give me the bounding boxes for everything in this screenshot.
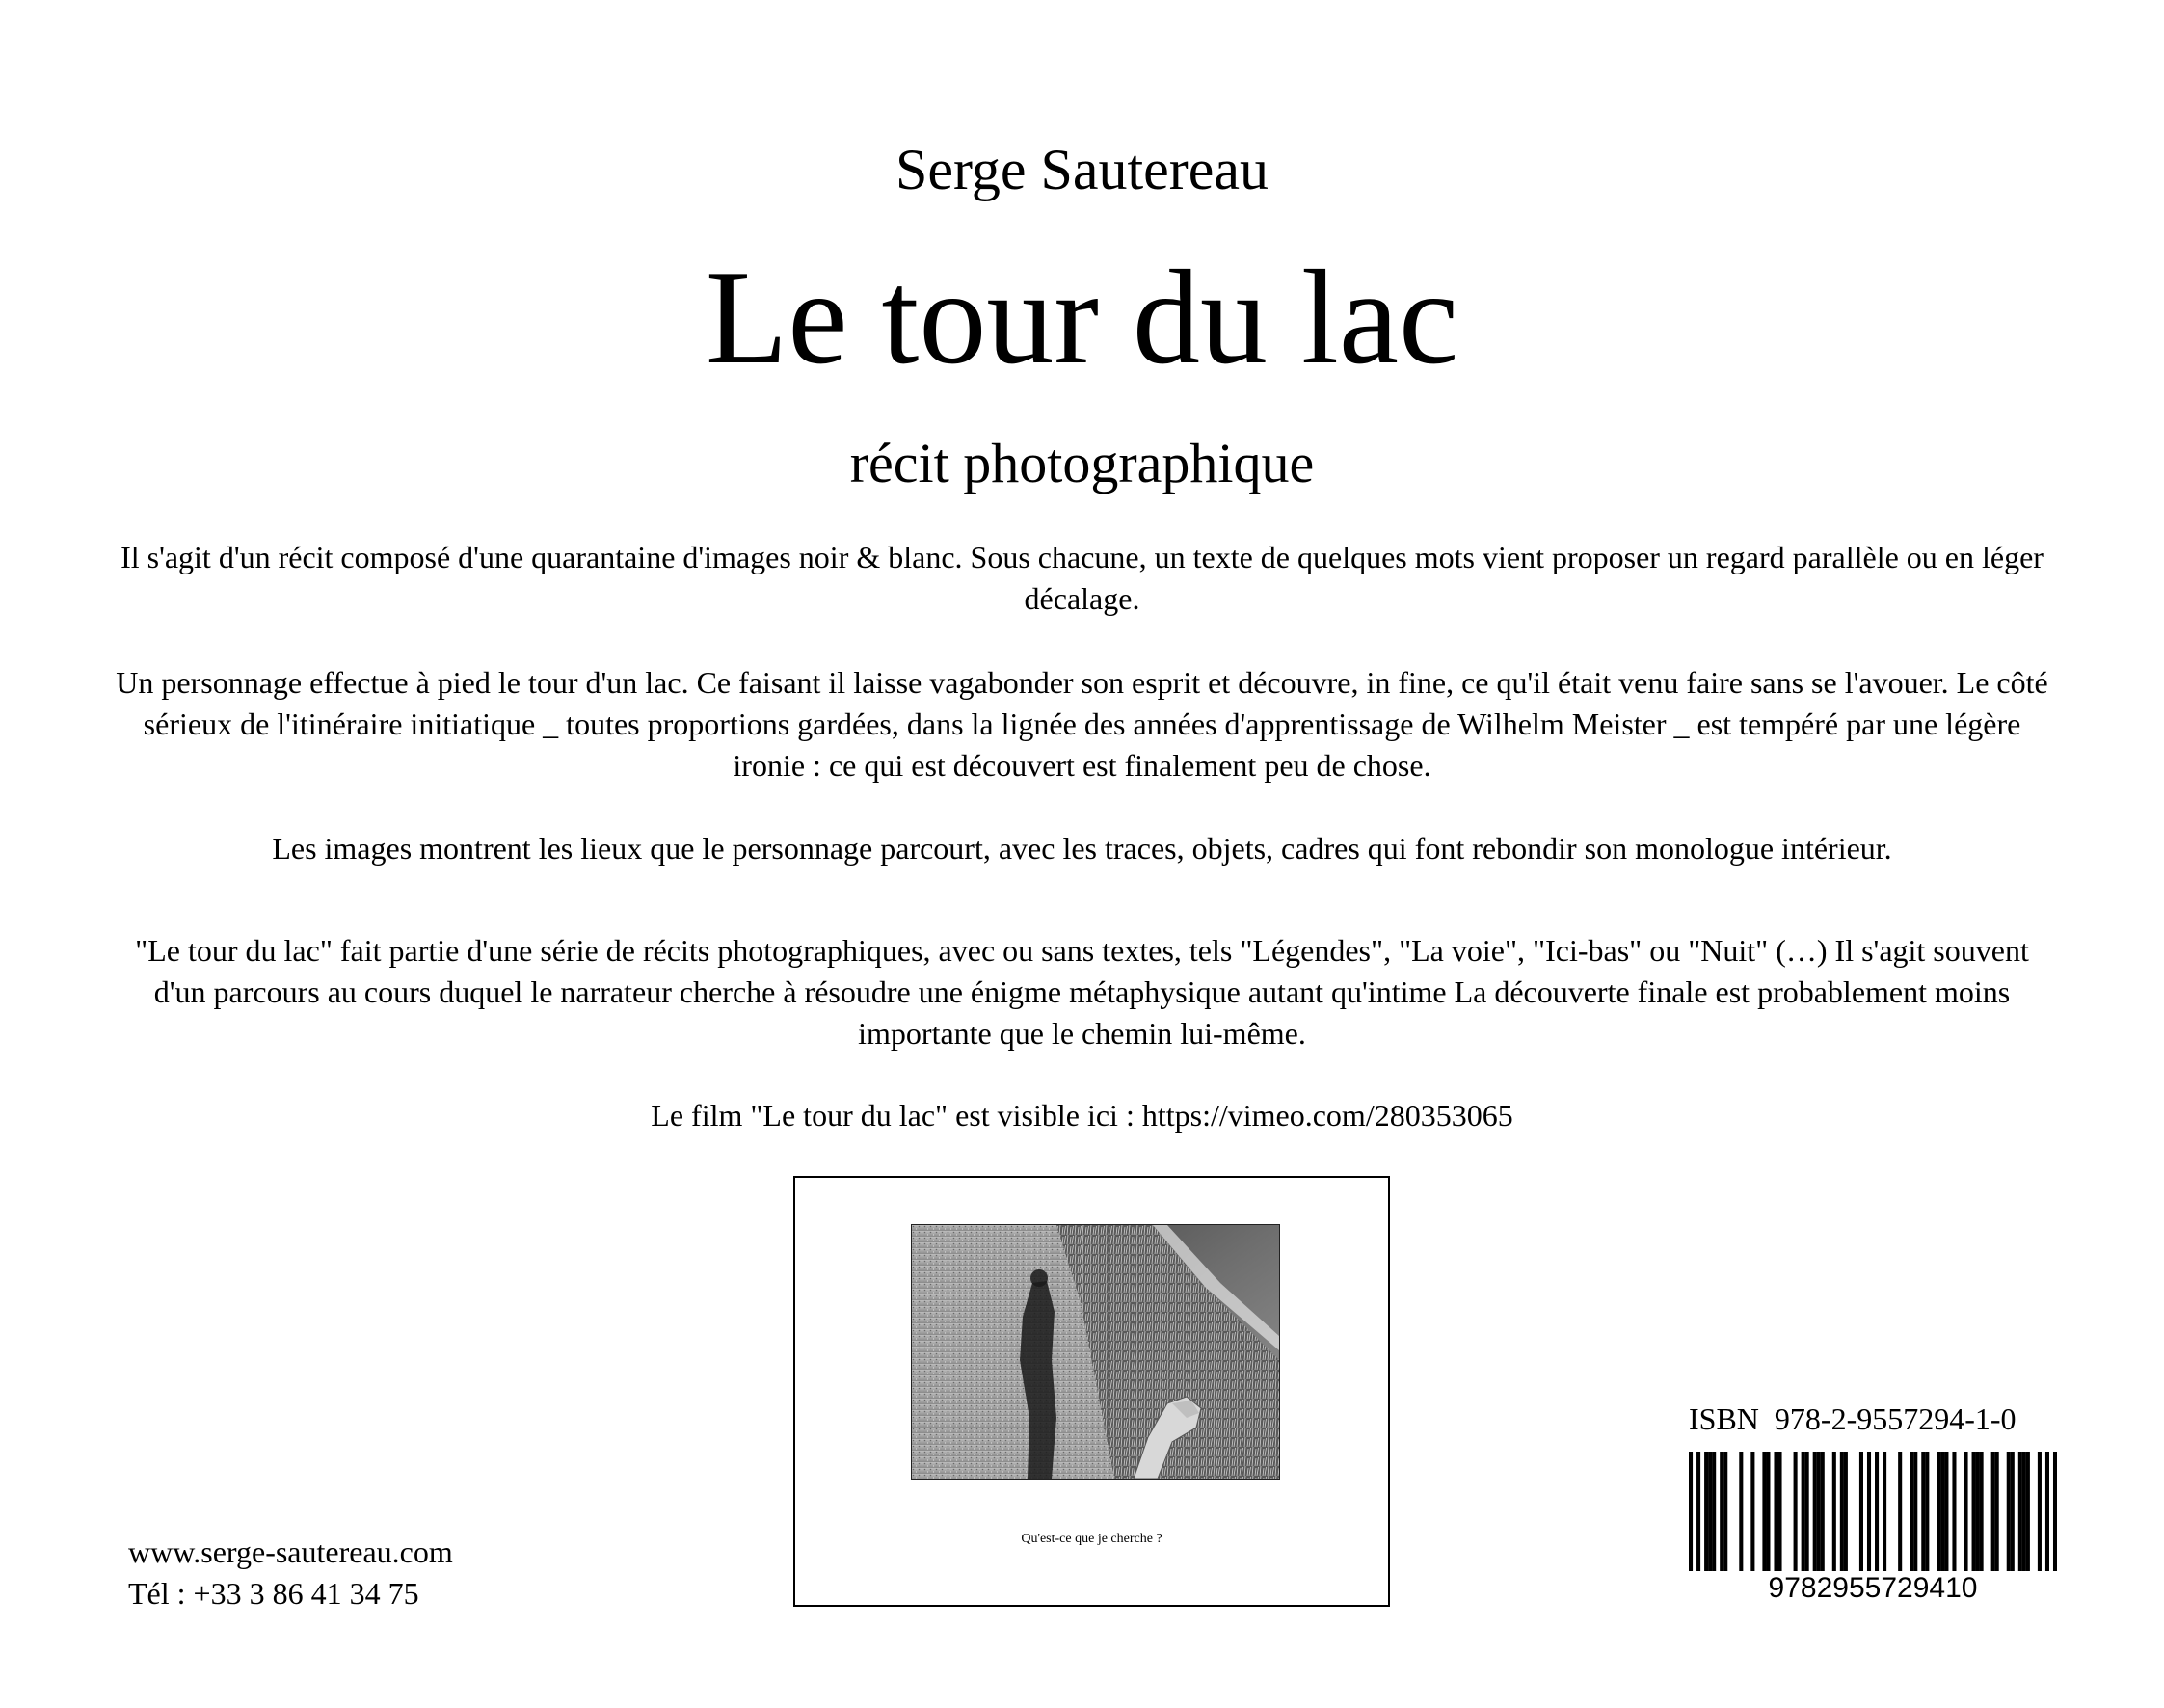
- description-paragraph-3: Les images montrent les lieux que le personnage parcourt, avec les traces, objets, cadres qui font rebondir son monologue intérieur.: [272, 831, 1892, 866]
- barcode-digits: 9782955729410: [1768, 1572, 1978, 1604]
- barcode-bar: [1821, 1452, 1825, 1571]
- barcode-image: [1689, 1452, 2057, 1571]
- book-title: Le tour du lac: [705, 243, 1459, 392]
- barcode-bar: [1867, 1452, 1871, 1571]
- barcode-bar: [1813, 1452, 1817, 1571]
- description-paragraph-4: "Le tour du lac" fait partie d'une série de récits photographiques, avec ou sans textes, tels "Légendes", "La voie", "Ici-bas" ou "Nuit" (…) Il s'agit souvent d'un parcours au cours duquel le narrateur cherche à résoudre une énigme métaphysique autant qu'intime La découverte finale est probablement moins importante que le chemin lui-même.: [135, 933, 2029, 1051]
- barcode-bar: [1925, 1452, 1929, 1571]
- barcode-bar: [1964, 1452, 1967, 1571]
- barcode-bar: [1910, 1452, 1913, 1571]
- barcode-bar: [1944, 1452, 1948, 1571]
- description-paragraph-1: Il s'agit d'un récit composé d'une quarantaine d'images noir & blanc. Sous chacune, un texte de quelques mots vient proposer un regard parallèle ou en léger décalage.: [120, 540, 2044, 616]
- barcode-bar: [1762, 1452, 1766, 1571]
- barcode-bar: [1712, 1452, 1716, 1571]
- contact-block: [128, 1532, 453, 1615]
- barcode-bar: [1883, 1452, 1886, 1571]
- barcode-bar: [2026, 1452, 2030, 1571]
- barcode-bar: [1844, 1452, 1848, 1571]
- barcode-bar: [1913, 1452, 1917, 1571]
- description-paragraph-2: Un personnage effectue à pied le tour d'un lac. Ce faisant il laisse vagabonder son esprit et découvre, in fine, ce qu'il était venu faire sans se l'avouer. Le côté sérieux de l'itinéraire initiatique _ toutes proportions gardées, dans la lignée des années d'apprentissage de Wilhelm Meister _ est tempéré par une légère ironie : ce qui est découvert est finalement peu de chose.: [116, 665, 2048, 783]
- barcode-bar: [1723, 1452, 1727, 1571]
- barcode-bar: [1794, 1452, 1798, 1571]
- barcode-bar: [1689, 1452, 1693, 1571]
- barcode-bar: [1832, 1452, 1836, 1571]
- sample-page-frame: [793, 1176, 1390, 1607]
- author-name: Serge Sautereau: [895, 138, 1269, 201]
- barcode-bar: [1898, 1452, 1902, 1571]
- barcode-bar: [1940, 1452, 1944, 1571]
- barcode-bar: [2045, 1452, 2049, 1571]
- barcode-bar: [2007, 1452, 2011, 1571]
- barcode-bar: [2011, 1452, 2015, 1571]
- barcode-bar: [1995, 1452, 1999, 1571]
- barcode-bar: [1952, 1452, 1956, 1571]
- barcode-bar: [2018, 1452, 2022, 1571]
- barcode-bar: [1980, 1452, 1984, 1571]
- barcode-bar: [1777, 1452, 1781, 1571]
- book-subtitle: récit photographique: [849, 432, 1315, 494]
- website-text: www.serge-sautereau.com: [128, 1535, 453, 1569]
- lake-shore-photo: [911, 1224, 1280, 1480]
- barcode-bar: [1739, 1452, 1743, 1571]
- photo-caption: Qu'est-ce que je cherche ?: [1021, 1532, 1162, 1546]
- barcode-bar: [1805, 1452, 1809, 1571]
- barcode-bar: [1859, 1452, 1863, 1571]
- film-link-paragraph: Le film "Le tour du lac" est visible ici : https://vimeo.com/280353065: [651, 1098, 1513, 1133]
- barcode-bar: [1991, 1452, 1995, 1571]
- barcode-bar: [1937, 1452, 1940, 1571]
- barcode-bar: [1696, 1452, 1700, 1571]
- barcode-bar: [2053, 1452, 2057, 1571]
- barcode-bar: [1976, 1452, 1980, 1571]
- barcode-bar: [1774, 1452, 1777, 1571]
- barcode-bar: [2022, 1452, 2026, 1571]
- barcode-bar: [1802, 1452, 1805, 1571]
- barcode-bar: [1708, 1452, 1712, 1571]
- barcode-bar: [1875, 1452, 1879, 1571]
- barcode-bar: [1840, 1452, 1844, 1571]
- barcode-bar: [1750, 1452, 1754, 1571]
- barcode-bar: [1720, 1452, 1723, 1571]
- barcode-bar: [1972, 1452, 1976, 1571]
- barcode-bar: [2038, 1452, 2042, 1571]
- barcode-bar: [1704, 1452, 1708, 1571]
- barcode-bar: [1766, 1452, 1770, 1571]
- isbn-label: ISBN 978-2-9557294-1-0: [1689, 1401, 2017, 1436]
- barcode-bar: [1921, 1452, 1925, 1571]
- barcode-bar: [1817, 1452, 1821, 1571]
- phone-text: Tél : +33 3 86 41 34 75: [128, 1576, 419, 1611]
